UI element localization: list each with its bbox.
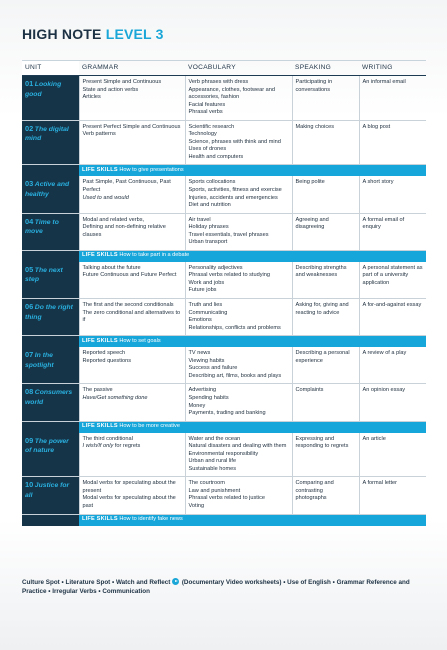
book-level: LEVEL 3 (105, 26, 164, 42)
vocabulary-cell (185, 176, 292, 213)
grammar-line: Modal verbs for speculating about the past (82, 495, 176, 509)
unit-cell (22, 477, 79, 514)
speaking-line: Describing strengths and weaknesses (295, 264, 347, 279)
grammar-line: Used to and would (82, 194, 129, 201)
unit-number: 06 (25, 302, 34, 312)
vocabulary-line: Holiday phrases (188, 224, 229, 231)
unit-row (22, 347, 426, 384)
writing-line: A personal statement as part of a university application (362, 264, 423, 286)
unit-number: 05 (25, 264, 34, 274)
speaking-cell (292, 347, 359, 384)
life-skills-cell (79, 165, 426, 177)
writing-cell (359, 347, 426, 384)
unit-cell (22, 262, 79, 299)
vocabulary-line: Air travel (188, 216, 211, 223)
writing-cell (359, 120, 426, 165)
unit-title: Time to move (25, 218, 59, 236)
writing-line: An opinion essay (362, 387, 406, 394)
life-skills-unit-cell (22, 336, 79, 348)
life-skills-unit-cell (22, 165, 79, 177)
unit-title: In the spotlight (25, 352, 54, 369)
vocabulary-line: Sports, activities, fitness and exercise (188, 187, 282, 194)
speaking-cell (292, 433, 359, 477)
writing-cell (359, 384, 426, 421)
unit-number: 01 (25, 79, 34, 88)
grammar-cell (79, 76, 185, 121)
life-skills-label: LIFE SKILLS (82, 516, 118, 523)
vocabulary-line: TV news (188, 350, 211, 357)
vocabulary-line: Viewing habits (188, 357, 225, 364)
vocabulary-line: Facial features (188, 101, 226, 108)
speaking-cell (292, 262, 359, 299)
contents-table (22, 60, 426, 526)
column-header-unit: UNIT (22, 61, 79, 76)
unit-title: Active and healthy (25, 181, 70, 199)
life-skills-label: LIFE SKILLS (82, 252, 118, 259)
speaking-cell (292, 76, 359, 121)
vocabulary-line: Phrasal verbs related to studying (188, 272, 270, 279)
life-skills-row (22, 250, 426, 262)
unit-cell (22, 120, 79, 165)
vocabulary-cell (185, 76, 292, 121)
grammar-cell (79, 384, 185, 421)
life-skills-row (22, 514, 426, 526)
writing-line: A review of a play (362, 350, 407, 357)
life-skills-unit-cell (22, 250, 79, 262)
unit-number: 04 (25, 216, 34, 226)
unit-row (22, 477, 426, 514)
unit-cell (22, 384, 79, 421)
writing-line: A formal email of enquiry (362, 216, 405, 231)
vocabulary-cell (185, 384, 292, 421)
column-header-grammar: GRAMMAR (79, 61, 185, 76)
life-skills-row (22, 165, 426, 177)
grammar-line: State and action verbs (82, 86, 139, 93)
vocabulary-line: Law and punishment (188, 487, 241, 494)
grammar-line: Future Continuous and Future Perfect (82, 272, 177, 279)
unit-title: The digital mind (25, 125, 69, 143)
vocabulary-line: Truth and lies (188, 302, 223, 309)
vocabulary-line: Work and jobs (188, 279, 225, 286)
grammar-line: Defining and non-defining relative clauses (82, 224, 166, 238)
vocabulary-line: Advertising (188, 387, 217, 394)
grammar-line: The third conditional (82, 435, 133, 442)
life-skills-row (22, 336, 426, 348)
vocabulary-cell (185, 347, 292, 384)
vocabulary-line: Verb phrases with dress (188, 79, 249, 85)
vocabulary-line: The courtroom (188, 480, 225, 487)
vocabulary-line: Relationships, conflicts and problems (188, 324, 281, 331)
grammar-cell (79, 347, 185, 384)
vocabulary-line: Spending habits (188, 394, 229, 401)
life-skills-cell (79, 421, 426, 433)
speaking-line: Describing a personal experience (295, 350, 350, 364)
unit-title: Looking good (25, 81, 62, 98)
grammar-line: Talking about the future (82, 264, 141, 271)
grammar-line: The passive (82, 387, 113, 394)
vocabulary-line: Future jobs (188, 287, 217, 294)
unit-number: 08 (25, 387, 34, 397)
vocabulary-line: Uses of drones (188, 146, 227, 153)
column-header-speaking: SPEAKING (292, 61, 359, 76)
vocabulary-line: Natural disasters and dealing with them (188, 443, 287, 450)
play-icon (172, 578, 179, 585)
life-skills-cell (79, 514, 426, 526)
speaking-line: Expressing and responding to regrets (295, 435, 349, 450)
vocabulary-line: Water and the ocean (188, 435, 241, 442)
grammar-cell (79, 213, 185, 250)
writing-cell (359, 477, 426, 514)
column-header-writing: WRITING (359, 61, 426, 76)
vocabulary-line: Personality adjectives (188, 264, 243, 271)
unit-number: 10 (25, 480, 34, 490)
life-skills-cell (79, 250, 426, 262)
life-skills-label: LIFE SKILLS (82, 423, 118, 430)
writing-line: A blog post (362, 123, 391, 130)
unit-cell (22, 213, 79, 250)
unit-cell (22, 347, 79, 384)
unit-row (22, 384, 426, 421)
vocabulary-line: Emotions (188, 317, 212, 324)
vocabulary-line: Appearance, clothes, footwear and accessories, fashion (188, 86, 275, 101)
speaking-cell (292, 120, 359, 165)
vocabulary-cell (185, 477, 292, 514)
grammar-cell (79, 176, 185, 213)
grammar-line: The zero conditional and alternatives to if (82, 309, 181, 324)
grammar-line: Modal and related verbs, (82, 216, 145, 223)
life-skills-text: How to identify fake news (119, 516, 183, 523)
vocabulary-line: Environmental responsibility (188, 450, 259, 457)
contents-body (22, 76, 426, 526)
vocabulary-line: Success and failure (188, 365, 238, 372)
grammar-cell (79, 433, 185, 477)
writing-cell (359, 76, 426, 121)
vocabulary-line: Scientific research (188, 123, 235, 130)
unit-title: The next step (25, 266, 63, 284)
unit-cell (22, 176, 79, 213)
speaking-cell (292, 384, 359, 421)
grammar-line: Articles (82, 94, 101, 101)
vocabulary-cell (185, 120, 292, 165)
life-skills-text: How to be more creative (119, 423, 180, 430)
vocabulary-line: Injuries, accidents and emergencies (188, 194, 278, 201)
grammar-line: Reported questions (82, 357, 132, 364)
vocabulary-line: Health and computers (188, 153, 244, 160)
vocabulary-cell (185, 299, 292, 336)
grammar-line: Modal verbs for speculating about the present (82, 480, 176, 494)
grammar-cell (79, 477, 185, 514)
unit-title: Do the right thing (25, 304, 73, 321)
life-skills-unit-cell (22, 514, 79, 526)
writing-line: An informal email (362, 79, 406, 85)
speaking-cell (292, 213, 359, 250)
grammar-cell (79, 120, 185, 165)
vocabulary-cell (185, 262, 292, 299)
writing-cell (359, 299, 426, 336)
grammar-line: Verb patterns (82, 131, 116, 138)
life-skills-cell (79, 336, 426, 348)
vocabulary-line: Urban transport (188, 239, 228, 246)
grammar-cell (79, 262, 185, 299)
unit-title: The power of nature (25, 437, 69, 455)
unit-number: 02 (25, 123, 34, 133)
unit-row (22, 262, 426, 299)
unit-title: Justice for all (25, 482, 70, 499)
vocabulary-line: Technology (188, 131, 217, 138)
unit-row (22, 213, 426, 250)
unit-number: 03 (25, 179, 34, 189)
writing-line: A for-and-against essay (362, 302, 422, 309)
vocabulary-line: Money (188, 402, 206, 409)
vocabulary-line: Voting (188, 502, 205, 509)
life-skills-text: How to set goals (119, 337, 161, 344)
column-header-vocabulary: VOCABULARY (185, 61, 292, 76)
grammar-line: Present Perfect Simple and Continuous (82, 123, 181, 130)
vocabulary-line: Communicating (188, 309, 228, 316)
vocabulary-line: Payments, trading and banking (188, 410, 266, 417)
speaking-line: Being polite (295, 179, 325, 186)
vocabulary-cell (185, 433, 292, 477)
speaking-cell (292, 299, 359, 336)
vocabulary-line: Science, phrases with think and mind (188, 138, 281, 145)
writing-cell (359, 213, 426, 250)
vocabulary-line: Travel essentials, travel phrases (188, 231, 269, 238)
speaking-line: Making choices (295, 123, 335, 130)
writing-cell (359, 433, 426, 477)
vocabulary-line: Phrasal verbs related to justice (188, 495, 265, 502)
speaking-line: Participating in conversations (295, 79, 333, 93)
writing-cell (359, 176, 426, 213)
unit-title: Consumers world (25, 389, 73, 406)
grammar-line: Present Simple and Continuous (82, 79, 162, 85)
life-skills-text: How to take part in a debate (119, 252, 190, 259)
unit-number: 09 (25, 435, 34, 445)
unit-cell (22, 299, 79, 336)
unit-row (22, 176, 426, 213)
vocabulary-line: Sustainable homes (188, 465, 237, 472)
footer-components (22, 578, 427, 596)
life-skills-text: How to give presentations (119, 166, 184, 173)
grammar-line: Have/Get something done (82, 394, 148, 401)
life-skills-row (22, 421, 426, 433)
page-header (22, 26, 164, 42)
vocabulary-line: Describing art, films, books and plays (188, 372, 282, 379)
footer-text-part2: (Documentary Video worksheets) • Use of English • Grammar Reference and Practice • Irregular Verbs • Communication (22, 579, 410, 596)
vocabulary-line: Diet and nutrition (188, 202, 231, 209)
vocabulary-cell (185, 213, 292, 250)
speaking-cell (292, 477, 359, 514)
writing-line: An article (362, 435, 386, 442)
life-skills-label: LIFE SKILLS (82, 337, 118, 344)
vocabulary-line: Sports collocations (188, 179, 236, 186)
unit-row (22, 76, 426, 121)
contents-header-row (22, 61, 426, 76)
grammar-line: I wish/If only for regrets (82, 443, 141, 450)
unit-row (22, 120, 426, 165)
writing-cell (359, 262, 426, 299)
life-skills-label: LIFE SKILLS (82, 166, 118, 173)
speaking-line: Complaints (295, 387, 324, 394)
speaking-line: Agreeing and disagreeing (295, 216, 329, 231)
unit-cell (22, 433, 79, 477)
unit-row (22, 433, 426, 477)
unit-cell (22, 76, 79, 121)
unit-number: 07 (25, 350, 34, 360)
footer-text-part1: Culture Spot • Literature Spot • Watch and Reflect (22, 579, 171, 586)
book-title: HIGH NOTE (22, 26, 102, 42)
writing-line: A short story (362, 179, 394, 186)
unit-row (22, 299, 426, 336)
speaking-line: Asking for, giving and reacting to advice (295, 302, 349, 316)
life-skills-unit-cell (22, 421, 79, 433)
vocabulary-line: Urban and rural life (188, 458, 237, 465)
vocabulary-line: Phrasal verbs (188, 109, 223, 116)
writing-line: A formal letter (362, 480, 398, 487)
grammar-line: Past Simple, Past Continuous, Past Perfect (82, 179, 171, 194)
speaking-cell (292, 176, 359, 213)
grammar-cell (79, 299, 185, 336)
speaking-line: Comparing and contrasting photographs (295, 480, 334, 502)
grammar-line: Reported speech (82, 350, 126, 357)
grammar-line: The first and the second conditionals (82, 302, 174, 309)
